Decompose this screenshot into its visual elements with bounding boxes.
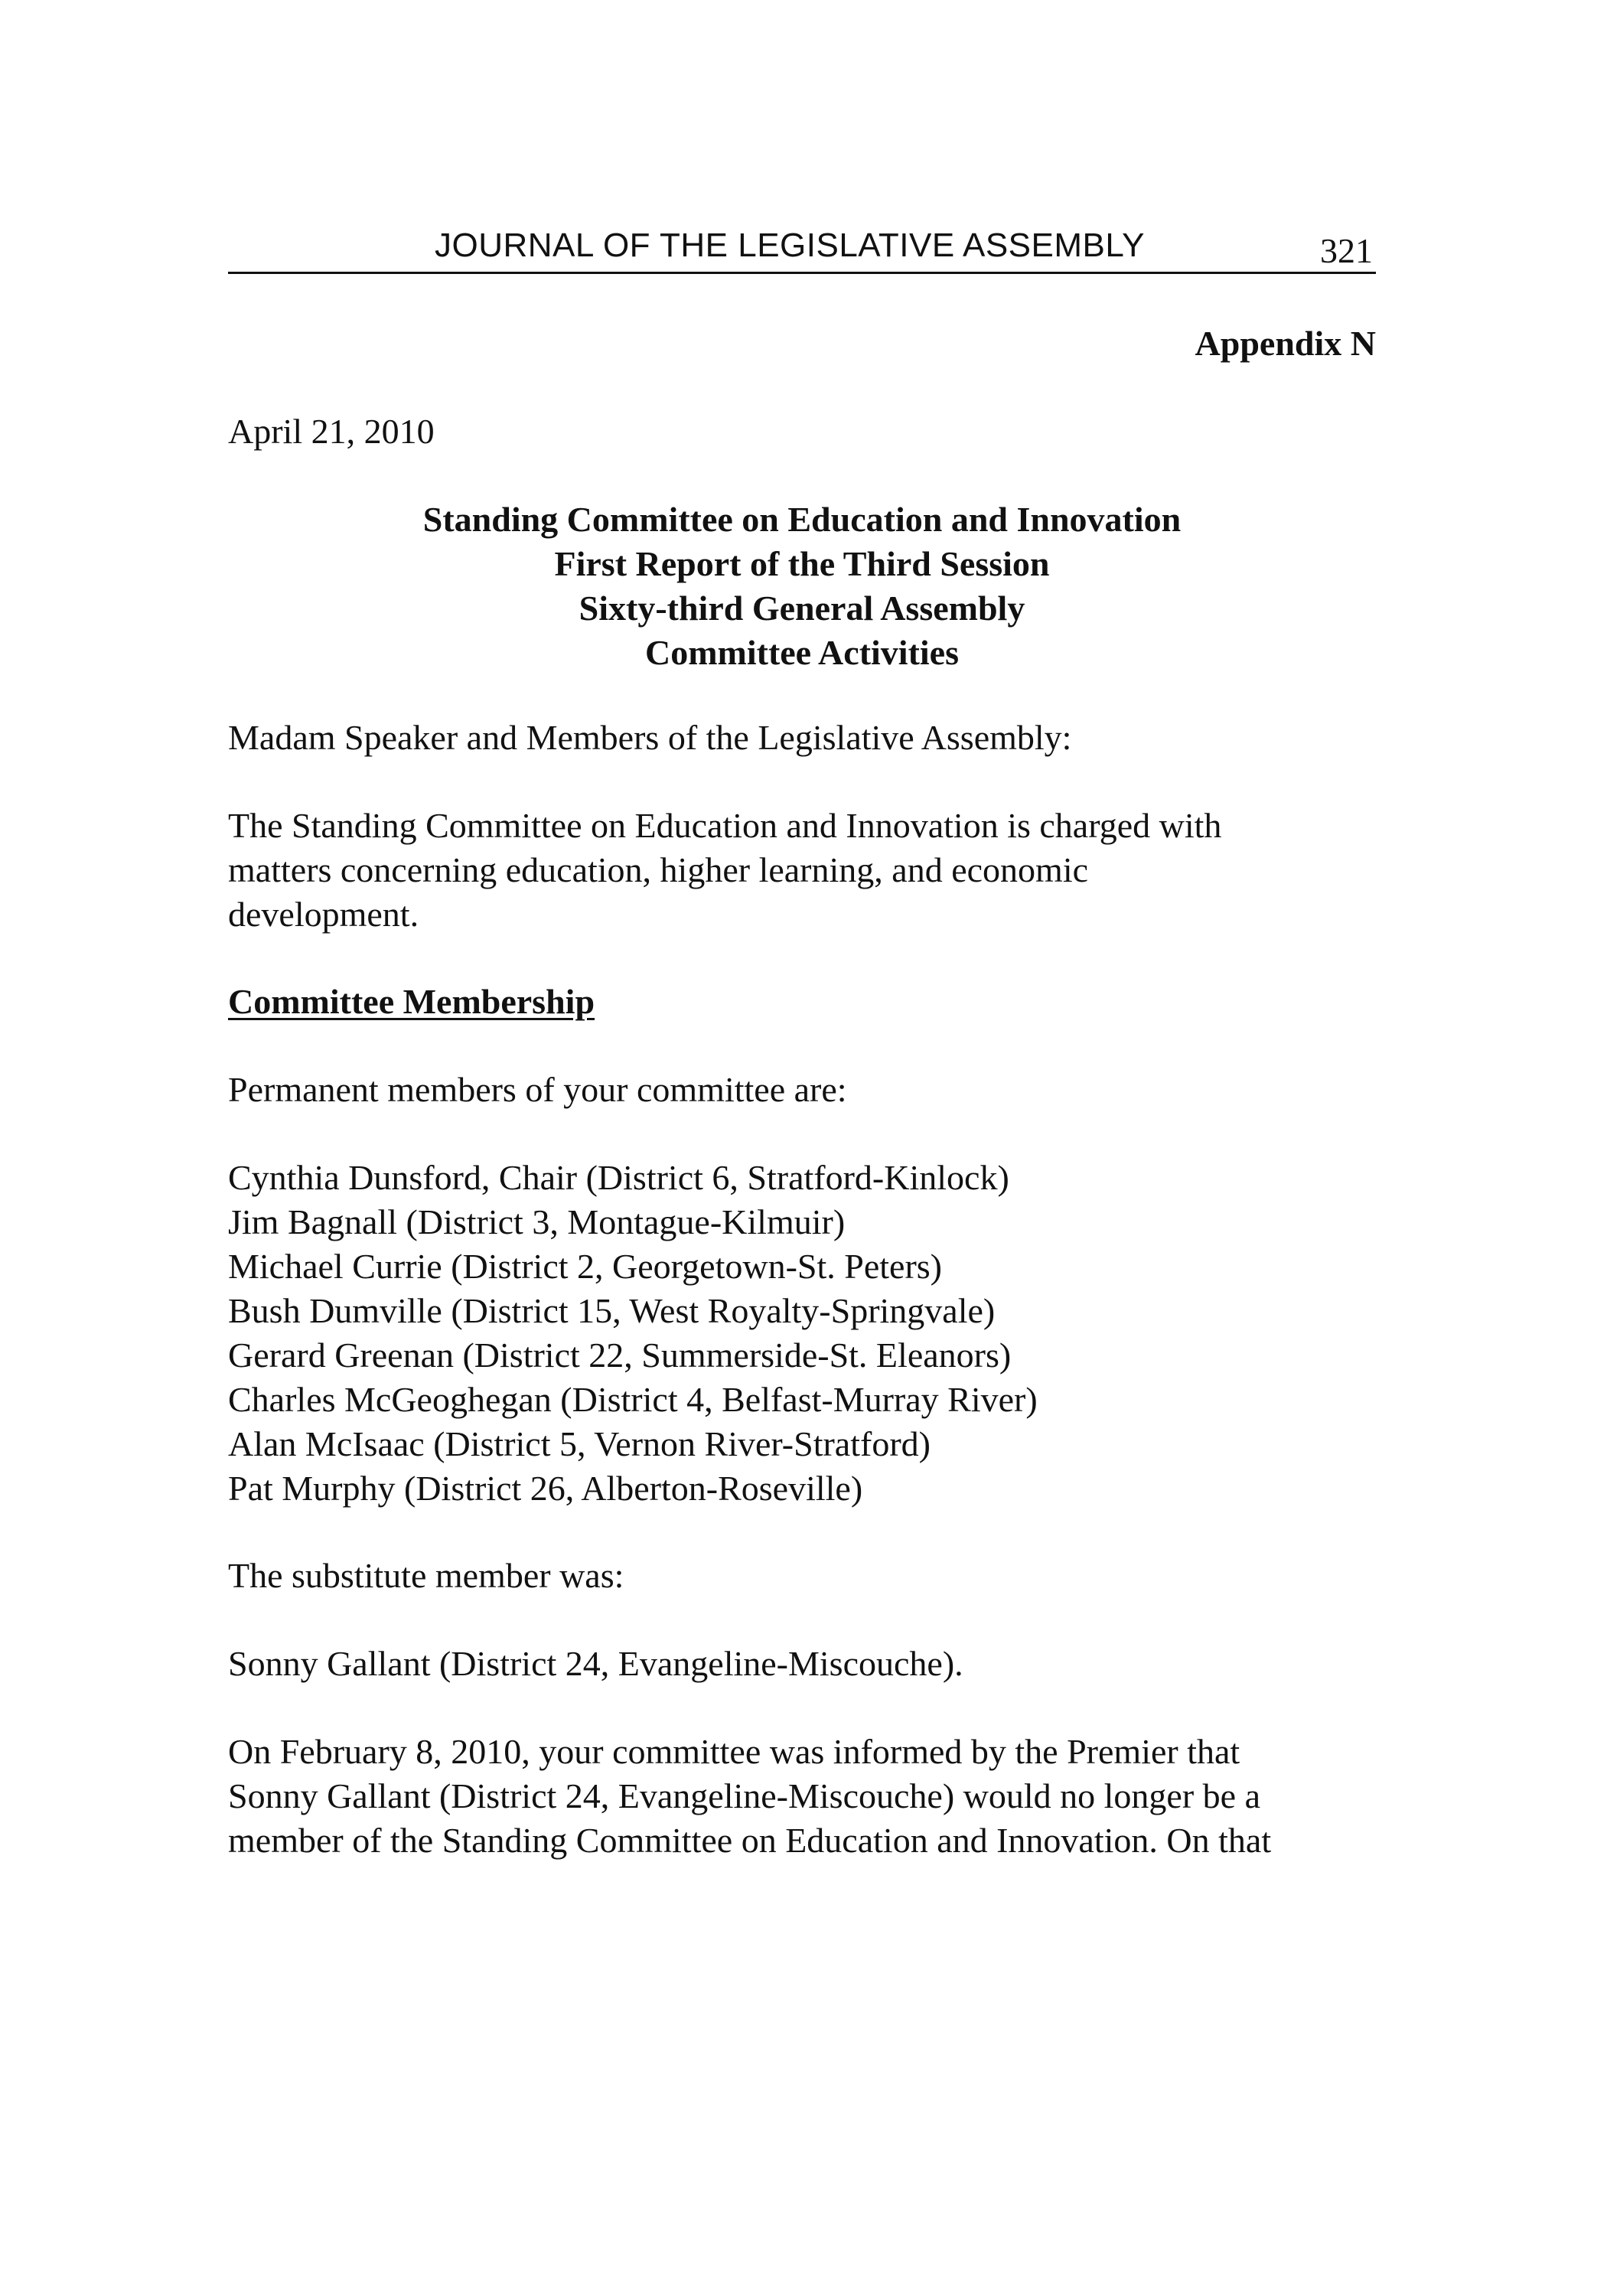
- report-title-line: First Report of the Third Session: [554, 544, 1050, 583]
- page-number: 321: [1320, 231, 1373, 270]
- report-title: [228, 497, 1376, 675]
- report-title-line: Committee Activities: [644, 633, 959, 672]
- member-item: Charles McGeoghegan (District 4, Belfast-Murray River): [228, 1380, 1038, 1419]
- salutation: [228, 716, 1391, 760]
- member-item: Bush Dumville (District 15, West Royalty-Springvale): [228, 1291, 996, 1330]
- member-item: Jim Bagnall (District 3, Montague-Kilmuir): [228, 1202, 846, 1241]
- permanent-members-intro: [228, 1068, 1391, 1112]
- appendix-label: Appendix N: [1195, 324, 1376, 363]
- report-title-line: Sixty-third General Assembly: [579, 589, 1025, 628]
- salutation-text: Madam Speaker and Members of the Legislative Assembly:: [228, 718, 1072, 757]
- paragraph-line: matters concerning education, higher learning, and economic: [228, 850, 1089, 889]
- member-item: Alan McIsaac (District 5, Vernon River-Stratford): [228, 1424, 931, 1463]
- header-rule: [228, 272, 1376, 274]
- paragraph-line: The substitute member was:: [228, 1556, 624, 1595]
- report-date: April 21, 2010: [228, 412, 435, 451]
- member-list: [228, 1156, 1391, 1511]
- closing-paragraph: [228, 1730, 1391, 1863]
- page-header: [228, 226, 1376, 273]
- section-heading: Committee Membership: [228, 982, 595, 1021]
- paragraph-line: The Standing Committee on Education and Innovation is charged with: [228, 806, 1222, 845]
- paragraph-line: Sonny Gallant (District 24, Evangeline-Miscouche) would no longer be a: [228, 1776, 1261, 1815]
- substitute-intro: [228, 1554, 1391, 1598]
- paragraph-line: member of the Standing Committee on Education and Innovation. On that: [228, 1821, 1272, 1860]
- report-title-line: Standing Committee on Education and Innovation: [422, 500, 1182, 539]
- member-item: Pat Murphy (District 26, Alberton-Roseville): [228, 1469, 863, 1508]
- intro-paragraph: [228, 804, 1391, 937]
- member-item: Sonny Gallant (District 24, Evangeline-Miscouche).: [228, 1644, 963, 1683]
- paragraph-line: On February 8, 2010, your committee was informed by the Premier that: [228, 1732, 1240, 1771]
- journal-title: JOURNAL OF THE LEGISLATIVE ASSEMBLY: [435, 227, 1145, 264]
- member-item: Gerard Greenan (District 22, Summerside-St. Eleanors): [228, 1336, 1012, 1375]
- substitute-member: [228, 1642, 1391, 1686]
- member-item: Michael Currie (District 2, Georgetown-St. Peters): [228, 1247, 942, 1286]
- paragraph-line: Permanent members of your committee are:: [228, 1070, 847, 1109]
- paragraph-line: development.: [228, 895, 419, 934]
- member-item: Cynthia Dunsford, Chair (District 6, Stratford-Kinlock): [228, 1158, 1009, 1197]
